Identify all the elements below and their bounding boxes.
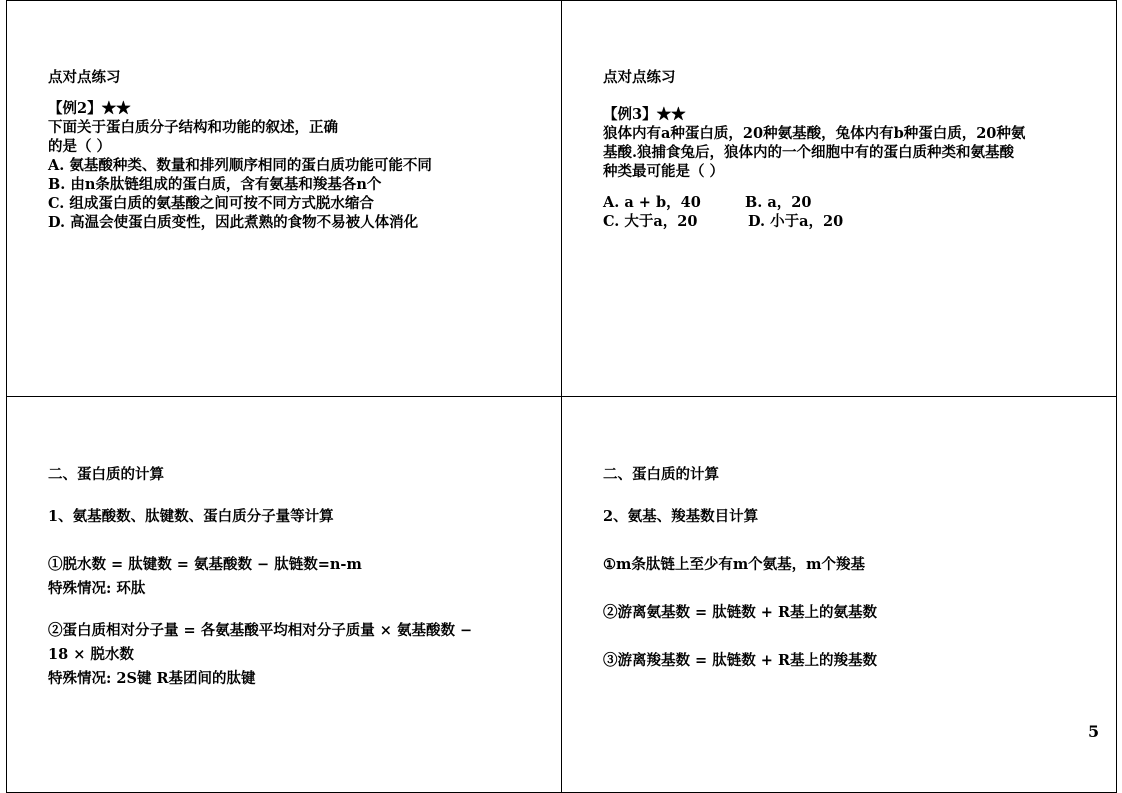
subsection-heading: 2、氨基、羧基数目计算 xyxy=(603,508,759,525)
option-a: A. a + b，40 xyxy=(603,194,701,211)
panel-heading: 点对点练习 xyxy=(603,69,676,86)
page-number: 5 xyxy=(1088,722,1100,741)
rule-item: ③游离羧基数 = 肽链数 + R基上的羧基数 xyxy=(603,652,878,669)
horizontal-divider xyxy=(6,396,1117,397)
question-line: 基酸.狼捕食兔后，狼体内的一个细胞中有的蛋白质种类和氨基酸 xyxy=(603,144,1015,161)
formula-molecular-weight: 18 × 脱水数 xyxy=(48,646,134,663)
example-label: 【例3】★★ xyxy=(603,106,686,123)
option-c: C. 大于a，20 xyxy=(603,213,698,230)
rule-item: ①m条肽链上至少有m个氨基，m个羧基 xyxy=(603,556,866,573)
option-d: D. 小于a，20 xyxy=(748,213,844,230)
panel-protein-calculation-1 xyxy=(48,463,528,691)
formula-dehydration: ①脱水数 = 肽键数 = 氨基酸数 − 肽链数=n-m xyxy=(48,556,362,573)
rule-item: ②游离氨基数 = 肽链数 + R基上的氨基数 xyxy=(603,604,878,621)
panel-heading: 点对点练习 xyxy=(48,69,121,86)
example-label: 【例2】★★ xyxy=(48,100,131,117)
options-row xyxy=(603,193,1073,212)
option-b: B. 由n条肽链组成的蛋白质，含有氨基和羧基各n个 xyxy=(48,176,382,193)
options-row xyxy=(603,212,1073,231)
question-line: 的是（ ） xyxy=(48,138,112,155)
section-heading: 二、蛋白质的计算 xyxy=(603,466,719,483)
formula-molecular-weight: ②蛋白质相对分子量 = 各氨基酸平均相对分子质量 × 氨基酸数 − xyxy=(48,622,473,639)
question-line: 狼体内有a种蛋白质，20种氨基酸，兔体内有b种蛋白质，20种氨 xyxy=(603,125,1026,142)
question-line: 种类最可能是（ ） xyxy=(603,163,725,180)
special-case: 特殊情况: 环肽 xyxy=(48,580,146,597)
subsection-heading: 1、氨基酸数、肽键数、蛋白质分子量等计算 xyxy=(48,508,334,525)
option-d: D. 高温会使蛋白质变性，因此煮熟的食物不易被人体消化 xyxy=(48,214,419,231)
panel-example-3 xyxy=(603,68,1073,231)
question-line: 下面关于蛋白质分子结构和功能的叙述，正确 xyxy=(48,119,338,136)
special-case: 特殊情况: 2S键 R基团间的肽键 xyxy=(48,670,256,687)
panel-example-2 xyxy=(48,68,528,232)
option-c: C. 组成蛋白质的氨基酸之间可按不同方式脱水缩合 xyxy=(48,195,374,212)
option-a: A. 氨基酸种类、数量和排列顺序相同的蛋白质功能可能不同 xyxy=(48,157,432,174)
option-b: B. a，20 xyxy=(745,194,812,211)
panel-protein-calculation-2 xyxy=(603,463,1083,673)
section-heading: 二、蛋白质的计算 xyxy=(48,466,164,483)
